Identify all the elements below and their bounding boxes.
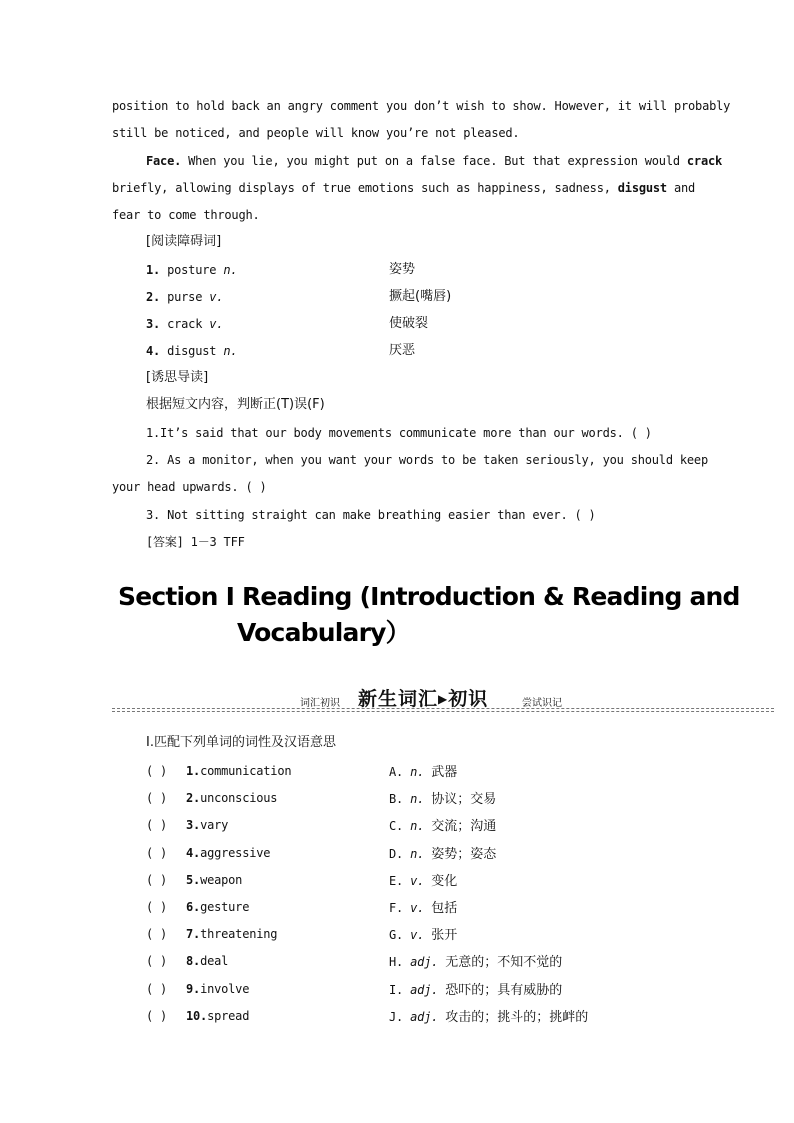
match-meaning: G. v. 张开 <box>389 928 458 943</box>
answer-blank[interactable]: ( ) <box>146 900 168 914</box>
match-word: 4.aggressive <box>186 846 271 860</box>
question-2: 2. As a monitor, when you want your words to be taken seriously, you should keep <box>146 453 708 467</box>
keyword-disgust: disgust <box>617 181 667 195</box>
question-2-cont: your head upwards. ( ) <box>112 480 267 494</box>
answer-blank[interactable]: ( ) <box>146 818 168 832</box>
passage-text: and <box>666 181 696 195</box>
passage-text: When you lie, you might put on a false face. But that expression would <box>181 154 687 168</box>
obstacle-words-header: [阅读障碍词] <box>146 234 222 249</box>
answer-blank[interactable]: ( ) <box>146 764 168 778</box>
guide-header: [诱思导读] <box>146 370 209 385</box>
vocab-term: 2. purse v. <box>146 290 224 304</box>
vocab-term: 3. crack v. <box>146 317 224 331</box>
match-meaning: F. v. 包括 <box>389 901 458 916</box>
vocab-meaning: 撅起(嘴唇) <box>389 289 452 304</box>
face-label: Face. <box>146 154 182 168</box>
match-word: 9.involve <box>186 982 250 996</box>
guide-instruction: 根据短文内容，判断正(T)误(F) <box>146 397 325 412</box>
match-meaning: I. adj. 恐吓的；具有威胁的 <box>389 983 563 998</box>
answer-blank[interactable]: ( ) <box>146 1009 168 1023</box>
match-meaning: J. adj. 攻击的；挑斗的；挑衅的 <box>389 1010 589 1025</box>
match-word: 6.gesture <box>186 900 250 914</box>
match-word: 10.spread <box>186 1009 250 1023</box>
match-word: 3.vary <box>186 818 229 832</box>
answer-blank[interactable]: ( ) <box>146 791 168 805</box>
match-meaning: D. n. 姿势；姿态 <box>389 847 497 862</box>
match-word: 2.unconscious <box>186 791 278 805</box>
passage-line: fear to come through. <box>112 208 260 222</box>
exercise-title: Ⅰ.匹配下列单词的词性及汉语意思 <box>146 735 336 750</box>
vocab-meaning: 姿势 <box>389 262 416 277</box>
question-3: 3. Not sitting straight can make breathing easier than ever. ( ) <box>146 508 596 522</box>
match-word: 8.deal <box>186 954 229 968</box>
passage-line: still be noticed, and people will know you’re not pleased. <box>112 126 520 140</box>
match-meaning: A. n. 武器 <box>389 765 458 780</box>
match-word: 7.threatening <box>186 927 278 941</box>
vocab-meaning: 厌恶 <box>389 343 416 358</box>
passage-line <box>112 180 696 196</box>
answer-blank[interactable]: ( ) <box>146 846 168 860</box>
answer-blank[interactable]: ( ) <box>146 873 168 887</box>
answer-blank[interactable]: ( ) <box>146 954 168 968</box>
match-meaning: H. adj. 无意的；不知不觉的 <box>389 955 563 970</box>
passage-text: briefly, allowing displays of true emotions such as happiness, sadness, <box>112 181 618 195</box>
match-word: 1.communication <box>186 764 292 778</box>
divider <box>112 708 774 709</box>
banner-left-label: 词汇初识 <box>300 698 340 709</box>
passage-line <box>146 153 723 169</box>
banner-title: 新生词汇▶初识 <box>358 688 489 710</box>
banner-right-label: 尝试识记 <box>522 698 562 709</box>
match-meaning: C. n. 交流；沟通 <box>389 819 497 834</box>
vocab-term: 4. disgust n. <box>146 344 238 358</box>
answer-blank[interactable]: ( ) <box>146 982 168 996</box>
vocab-term: 1. posture n. <box>146 263 238 277</box>
answer-blank[interactable]: ( ) <box>146 927 168 941</box>
match-meaning: E. v. 变化 <box>389 874 458 889</box>
match-word: 5.weapon <box>186 873 243 887</box>
match-meaning: B. n. 协议；交易 <box>389 792 497 807</box>
answer-key: [答案] 1－3 TFF <box>146 535 245 549</box>
vocab-meaning: 使破裂 <box>389 316 429 331</box>
section-title-cont: Vocabulary） <box>237 618 410 647</box>
question-1: 1.It’s said that our body movements communicate more than our words. ( ) <box>146 426 652 440</box>
keyword-crack: crack <box>686 154 723 168</box>
arrow-icon: ▶ <box>438 692 449 706</box>
section-title: Section I Reading (Introduction & Reading and <box>118 582 740 611</box>
passage-line: position to hold back an angry comment you don’t wish to show. However, it will probably <box>112 99 731 113</box>
divider <box>112 711 774 712</box>
